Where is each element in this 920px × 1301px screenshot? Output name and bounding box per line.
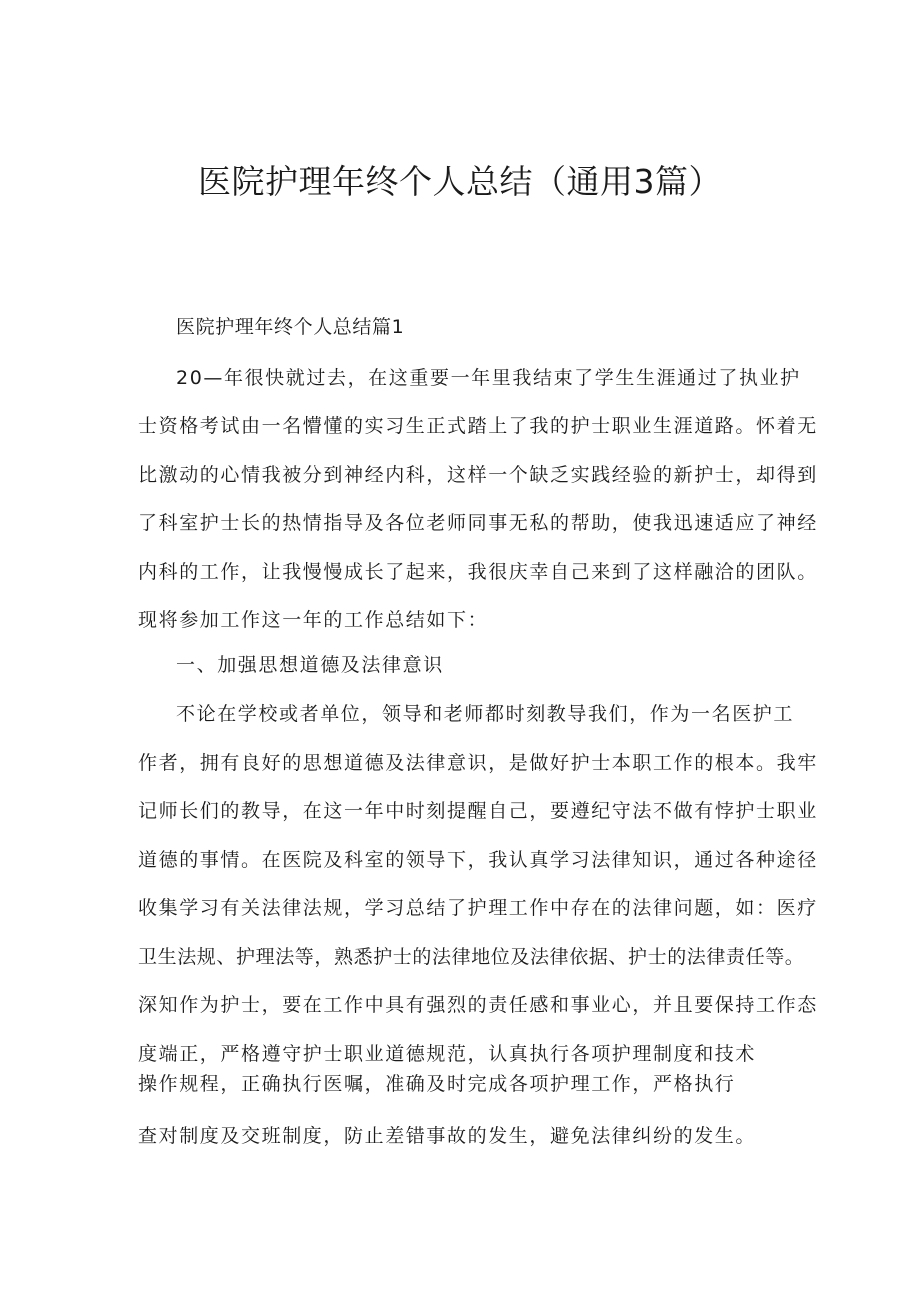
document-title: 医院护理年终个人总结（通用3篇） xyxy=(198,162,722,201)
paragraph-line: 20—年很快就过去，在这重要一年里我结束了学生生涯通过了执业护 xyxy=(176,367,801,389)
paragraph-line: 度端正，严格遵守护士职业道德规范，认真执行各项护理制度和技术 xyxy=(138,1043,757,1065)
paragraph-line: 现将参加工作这一年的工作总结如下： xyxy=(138,609,489,631)
paragraph-line: 深知作为护士，要在工作中具有强烈的责任感和事业心，并且要保持工作态 xyxy=(138,994,818,1016)
subsection-heading: 一、加强思想道德及法律意识 xyxy=(176,654,444,676)
paragraph-line: 内科的工作，让我慢慢成长了起来，我很庆幸自己来到了这样融洽的团队。 xyxy=(138,561,818,583)
paragraph-line: 记师长们的教导，在这一年中时刻提醒自己，要遵纪守法不做有悖护士职业 xyxy=(138,800,818,822)
paragraph-line: 了科室护士长的热情指导及各位老师同事无私的帮助，使我迅速适应了神经 xyxy=(138,512,818,534)
paragraph-line: 查对制度及交班制度，防止差错事故的发生，避免法律纠纷的发生。 xyxy=(138,1125,757,1147)
paragraph-line: 比激动的心情我被分到神经内科，这样一个缺乏实践经验的新护士，却得到 xyxy=(138,464,818,486)
paragraph-line: 操作规程，正确执行医嘱，准确及时完成各项护理工作，严格执行 xyxy=(138,1073,736,1095)
paragraph-line: 卫生法规、护理法等，熟悉护士的法律地位及法律依据、护士的法律责任等。 xyxy=(138,946,805,968)
paragraph-line: 士资格考试由一名懵懂的实习生正式踏上了我的护士职业生涯道路。怀着无 xyxy=(138,415,818,437)
paragraph-line: 收集学习有关法律法规，学习总结了护理工作中存在的法律问题，如：医疗 xyxy=(138,897,818,919)
section-heading: 医院护理年终个人总结篇1 xyxy=(176,316,405,338)
paragraph-line: 作者，拥有良好的思想道德及法律意识，是做好护士本职工作的根本。我牢 xyxy=(138,752,818,774)
paragraph-line: 不论在学校或者单位，领导和老师都时刻教导我们，作为一名医护工 xyxy=(176,703,795,725)
paragraph-line: 道德的事情。在医院及科室的领导下，我认真学习法律知识，通过各种途径 xyxy=(138,849,818,871)
